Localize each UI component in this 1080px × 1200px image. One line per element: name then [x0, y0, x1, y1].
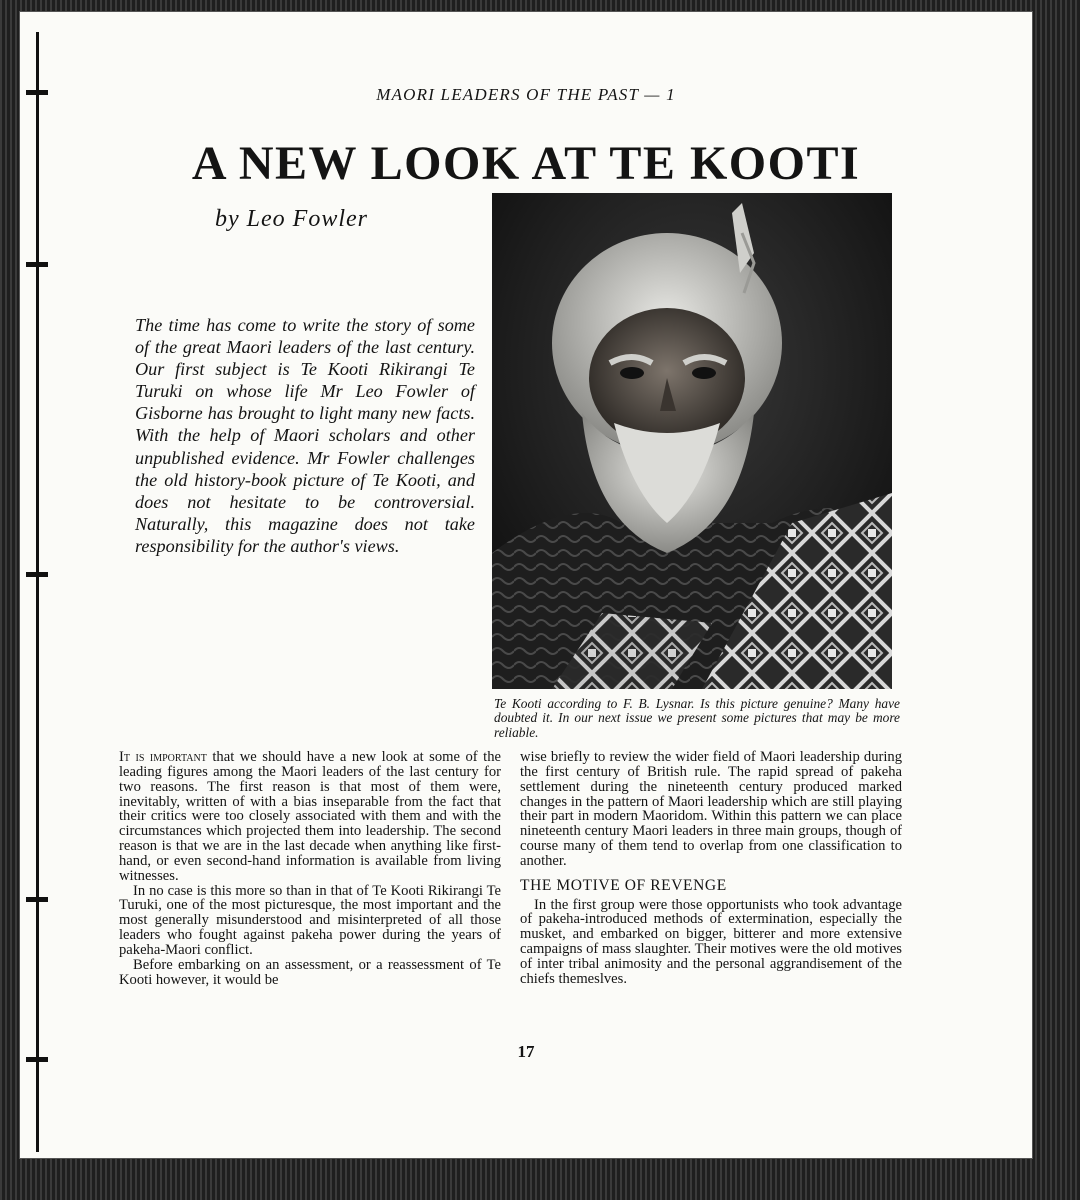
lead-in: It is important [119, 749, 207, 765]
paragraph: In no case is this more so than in that of Te Kooti Rikirangi Te Turuki, one of the most picturesque, the most important and the most generally misunderstood and misinterpreted of all those leaders who fought against pakeha power during the years of pakeha-Maori conflict. [119, 882, 501, 958]
right-column [520, 750, 902, 987]
page-number: 17 [517, 1042, 535, 1061]
portrait-illustration [492, 193, 892, 689]
binding-staple [26, 262, 48, 267]
paragraph-text: that we should have a new look at some of the leading figures among the Maori leaders of the last century for two reasons. The first reason is that most of them were, inevitably, written of with a bias inseparable from the fact that their critics were too closely associated with them and with the circumstances which projected them into leadership. The second reason is that we are in the last decade when anything like first-hand, or even second-hand information is available from living witnesses. [119, 749, 502, 884]
portrait-photo [492, 193, 892, 689]
article-headline: A NEW LOOK AT TE KOOTI [191, 137, 861, 190]
magazine-page [20, 12, 1032, 1158]
paragraph: Before embarking on an assessment, or a reassessment of Te Kooti however, it would be [119, 956, 501, 988]
series-title: MAORI LEADERS OF THE PAST — 1 [376, 85, 676, 104]
photo-caption: Te Kooti according to F. B. Lysnar. Is this picture genuine? Many have doubted it. In our next issue we present some pictures that may be more reliable. [494, 696, 900, 740]
intro-paragraph: The time has come to write the story of some of the great Maori leaders of the last century. Our first subject is Te Kooti Rikirangi Te Turuki on whose life Mr Leo Fowler of Gisborne has brought to light many new facts. With the help of Maori scholars and other unpublished evidence. Mr Fowler challenges the old history-book picture of Te Kooti, and does not hesitate to be controversial. Naturally, this magazine does not take responsibility for the author's views. [135, 315, 475, 556]
byline: by Leo Fowler [215, 206, 368, 232]
binding-edge [36, 32, 39, 1152]
paragraph: wise briefly to review the wider field of Maori leadership during the first century of British rule. The rapid spread of pakeha settlement during the nineteenth century produced marked changes in the pattern of Maori leadership which are still playing their part in modern Maoridom. Within this pattern we can place nineteenth century Maori leaders in three main groups, though of course many of them tend to overlap from one classification to another. [520, 749, 902, 869]
binding-staple [26, 572, 48, 577]
opening-paragraph [119, 750, 501, 884]
paragraph: In the first group were those opportunists who took advantage of pakeha-introduced methods of extermination, especially the musket, and embarked on bigger, bitterer and more extensive campaigns of mass slaughter. Their motives were the old motives of inter tribal animosity and the personal aggrandisement of the chiefs themeslves. [520, 896, 902, 987]
binding-staple [26, 897, 48, 902]
section-subhead: THE MOTIVE OF REVENGE [520, 876, 727, 894]
left-column [119, 750, 501, 988]
